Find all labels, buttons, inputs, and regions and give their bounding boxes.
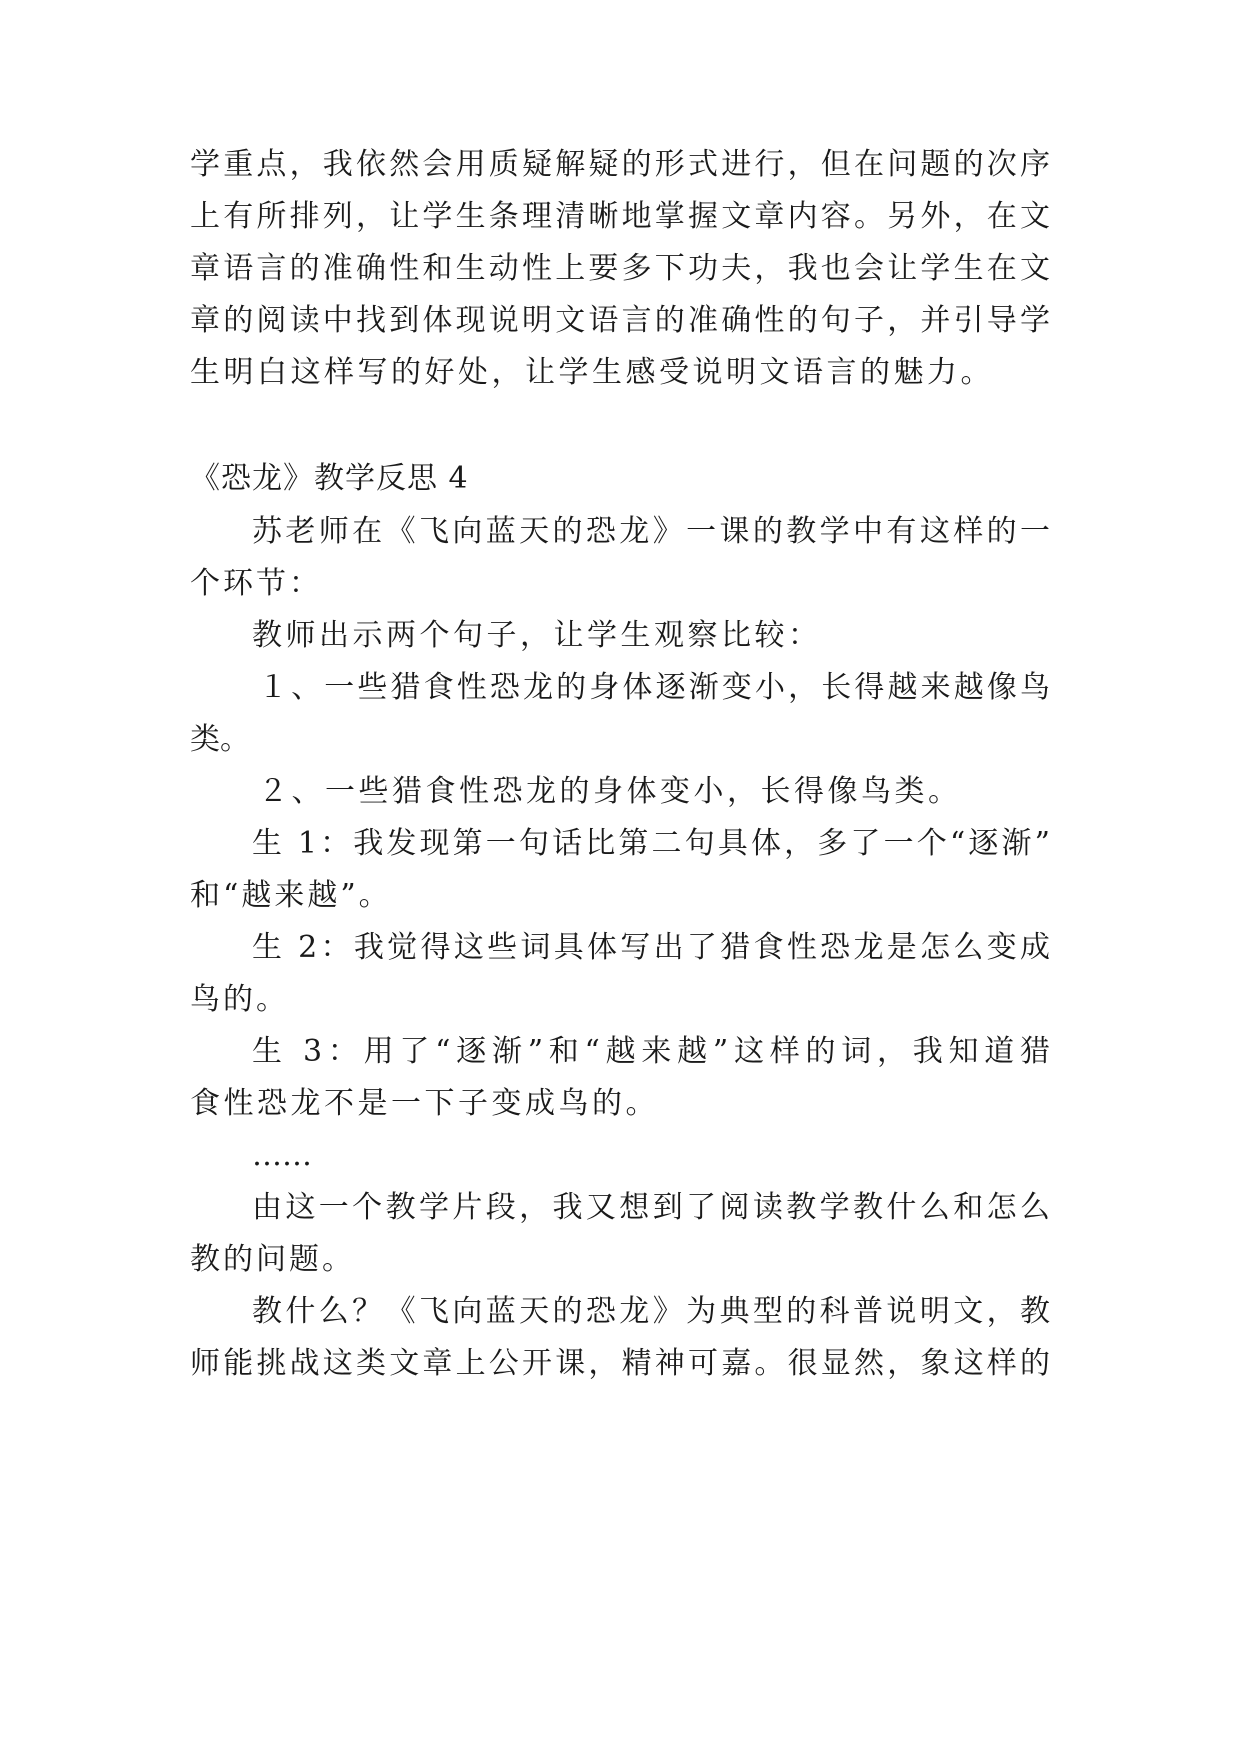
ellipsis: …… (252, 1138, 312, 1173)
student-response: 生 3：用了“逐渐”和“越来越”这样的词，我知道猎 (252, 1034, 1050, 1069)
student-response: 生 2：我觉得这些词具体写出了猎食性恐龙是怎么变成 (252, 930, 1050, 965)
paragraph-line: 个环节： (190, 566, 322, 601)
paragraph-line: 教的问题。 (190, 1242, 355, 1277)
example-sentence: １、一些猎食性恐龙的身体逐渐变小，长得越来越像鸟 (258, 670, 1050, 705)
section-title: 《恐龙》教学反思 4 (190, 461, 469, 496)
paragraph-line: 教师出示两个句子，让学生观察比较： (252, 618, 822, 653)
paragraph-line: 上有所排列，让学生条理清晰地掌握文章内容。另外，在文 (190, 199, 1050, 234)
student-response: 鸟的。 (190, 982, 289, 1017)
student-response: 和“越来越”。 (190, 878, 392, 913)
paragraph-line: 章语言的准确性和生动性上要多下功夫，我也会让学生在文 (190, 251, 1050, 286)
example-sentence: ２、一些猎食性恐龙的身体变小，长得像鸟类。 (258, 774, 962, 809)
paragraph-line: 学重点，我依然会用质疑解疑的形式进行，但在问题的次序 (190, 147, 1050, 182)
paragraph-line: 师能挑战这类文章上公开课，精神可嘉。很显然，象这样的 (190, 1346, 1050, 1381)
paragraph-line: 苏老师在《飞向蓝天的恐龙》一课的教学中有这样的一 (252, 514, 1050, 549)
paragraph-line: 由这一个教学片段，我又想到了阅读教学教什么和怎么 (252, 1190, 1050, 1225)
paragraph-line: 章的阅读中找到体现说明文语言的准确性的句子，并引导学 (190, 303, 1050, 338)
paragraph-line: 教什么？《飞向蓝天的恐龙》为典型的科普说明文，教 (252, 1294, 1050, 1329)
example-sentence: 类。 (190, 722, 250, 757)
student-response: 生 1：我发现第一句话比第二句具体，多了一个“逐渐” (252, 826, 1050, 861)
student-response: 食性恐龙不是一下子变成鸟的。 (190, 1086, 659, 1121)
paragraph-line: 生明白这样写的好处，让学生感受说明文语言的魅力。 (190, 355, 994, 390)
